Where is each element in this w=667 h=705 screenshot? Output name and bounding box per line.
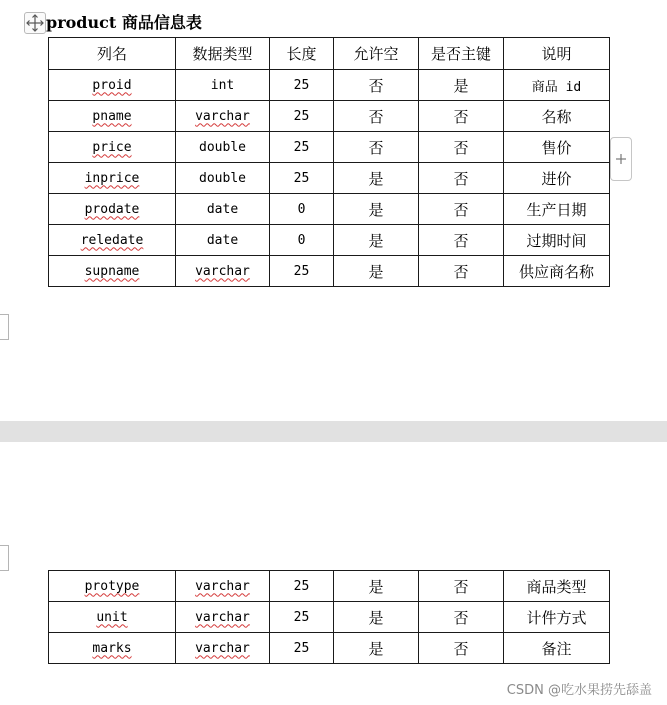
cell-text: prodate <box>84 201 140 217</box>
cell-text: 否 <box>368 107 384 126</box>
cell-text: 否 <box>453 200 469 219</box>
table-row <box>49 602 610 633</box>
cell-text: 否 <box>453 577 469 596</box>
cell-text: pname <box>92 108 132 124</box>
cell-text: 否 <box>453 107 469 126</box>
move-arrows-icon <box>25 13 45 33</box>
data-type-cell <box>176 132 270 163</box>
description-cell <box>504 70 610 101</box>
header-col-name-cell <box>49 38 176 70</box>
cell-text: 25 <box>293 170 310 186</box>
cell-text: 进价 <box>541 169 572 188</box>
nullable-cell <box>334 633 419 664</box>
primary-key-cell <box>419 70 504 101</box>
data-type-cell <box>176 633 270 664</box>
primary-key-cell <box>419 225 504 256</box>
data-type-cell <box>176 163 270 194</box>
col-name-cell <box>49 571 176 602</box>
data-type-cell <box>176 194 270 225</box>
primary-key-cell <box>419 194 504 225</box>
col-name-cell <box>49 132 176 163</box>
cell-text: 否 <box>453 608 469 627</box>
table-row <box>49 70 610 101</box>
col-name-cell <box>49 633 176 664</box>
cell-text: 否 <box>368 76 384 95</box>
header-description-cell <box>504 38 610 70</box>
primary-key-cell <box>419 163 504 194</box>
cell-text: 25 <box>293 640 310 656</box>
cell-text: 商品类型 <box>526 577 587 596</box>
cell-text: price <box>92 139 132 155</box>
cell-text: 0 <box>297 201 306 217</box>
cell-text: 数据类型 <box>192 45 253 63</box>
table-row <box>49 163 610 194</box>
col-name-cell <box>49 256 176 287</box>
description-cell <box>504 101 610 132</box>
cell-text: 长度 <box>286 45 317 63</box>
table-row <box>49 194 610 225</box>
cell-text: 名称 <box>541 107 572 126</box>
cell-text: 售价 <box>541 138 572 157</box>
cell-text: 否 <box>453 138 469 157</box>
cell-text: supname <box>84 263 140 279</box>
cell-text: 是 <box>368 608 384 627</box>
cell-text: reledate <box>80 232 144 248</box>
product-table <box>48 37 610 287</box>
cell-text: 25 <box>293 77 310 93</box>
cell-text: inprice <box>84 170 140 186</box>
header-data-type-cell <box>176 38 270 70</box>
primary-key-cell <box>419 633 504 664</box>
primary-key-cell <box>419 256 504 287</box>
length-cell <box>270 132 334 163</box>
col-name-cell <box>49 602 176 633</box>
description-cell <box>504 225 610 256</box>
length-cell <box>270 163 334 194</box>
table-row <box>49 225 610 256</box>
header-primary-key-cell <box>419 38 504 70</box>
cell-text: 否 <box>453 231 469 250</box>
length-cell <box>270 571 334 602</box>
length-cell <box>270 633 334 664</box>
length-cell <box>270 225 334 256</box>
header-length-cell <box>270 38 334 70</box>
nullable-cell <box>334 163 419 194</box>
cell-text: 是 <box>368 639 384 658</box>
cell-text: date <box>206 232 239 248</box>
description-cell <box>504 163 610 194</box>
table-row <box>49 132 610 163</box>
cell-text: 否 <box>453 639 469 658</box>
product-table-continued <box>48 570 610 664</box>
header-nullable-cell <box>334 38 419 70</box>
cell-text: 是 <box>368 169 384 188</box>
cell-text: 25 <box>293 263 310 279</box>
nullable-cell <box>334 101 419 132</box>
primary-key-cell <box>419 101 504 132</box>
cell-text: varchar <box>195 609 250 625</box>
cell-text: 25 <box>293 108 310 124</box>
col-name-cell <box>49 101 176 132</box>
length-cell <box>270 101 334 132</box>
nullable-cell <box>334 194 419 225</box>
document-title: product 商品信息表 <box>46 13 202 32</box>
cell-text: varchar <box>195 640 250 656</box>
primary-key-cell <box>419 602 504 633</box>
cell-text: 计件方式 <box>526 608 587 627</box>
data-type-cell <box>176 256 270 287</box>
nullable-cell <box>334 132 419 163</box>
nullable-cell <box>334 70 419 101</box>
cell-text: 25 <box>293 609 310 625</box>
length-cell <box>270 602 334 633</box>
cell-text: 否 <box>368 138 384 157</box>
description-cell <box>504 602 610 633</box>
add-column-handle[interactable] <box>610 137 632 181</box>
table-row <box>49 633 610 664</box>
table-row <box>49 571 610 602</box>
data-type-cell <box>176 602 270 633</box>
header-row <box>49 38 610 70</box>
cell-text: varchar <box>195 263 250 279</box>
cell-text: 是 <box>368 231 384 250</box>
cell-text: 0 <box>297 232 306 248</box>
cell-text: 商品 id <box>531 79 582 95</box>
nullable-cell <box>334 602 419 633</box>
cell-text: 否 <box>453 169 469 188</box>
cell-text: unit <box>96 609 128 625</box>
cell-text: 允许空 <box>353 45 399 63</box>
plus-icon <box>611 138 631 180</box>
cell-text: 是否主键 <box>430 45 491 63</box>
data-type-cell <box>176 101 270 132</box>
cell-text: 过期时间 <box>526 231 587 250</box>
length-cell <box>270 256 334 287</box>
col-name-cell <box>49 163 176 194</box>
cell-text: varchar <box>195 108 250 124</box>
col-name-cell <box>49 70 176 101</box>
cell-text: 是 <box>453 76 469 95</box>
nullable-cell <box>334 225 419 256</box>
cell-text: varchar <box>195 578 250 594</box>
description-cell <box>504 256 610 287</box>
cell-text: 25 <box>293 139 310 155</box>
col-name-cell <box>49 225 176 256</box>
data-type-cell <box>176 225 270 256</box>
cell-text: 是 <box>368 200 384 219</box>
cell-text: 生产日期 <box>526 200 587 219</box>
table-row <box>49 256 610 287</box>
table-move-handle[interactable] <box>24 12 46 34</box>
cell-text: protype <box>84 578 140 594</box>
primary-key-cell <box>419 571 504 602</box>
cell-text: proid <box>92 77 132 93</box>
cell-text: double <box>199 139 246 155</box>
length-cell <box>270 70 334 101</box>
cell-text: 是 <box>368 577 384 596</box>
cell-text: 列名 <box>96 45 127 63</box>
data-type-cell <box>176 571 270 602</box>
table-row <box>49 101 610 132</box>
length-cell <box>270 194 334 225</box>
page-break-gap <box>0 421 667 442</box>
cell-text: double <box>199 170 246 186</box>
page-margin-marker <box>0 545 9 571</box>
description-cell <box>504 194 610 225</box>
cell-text: date <box>206 201 239 217</box>
nullable-cell <box>334 256 419 287</box>
description-cell <box>504 132 610 163</box>
cell-text: 备注 <box>541 639 572 658</box>
cell-text: 说明 <box>541 45 572 63</box>
nullable-cell <box>334 571 419 602</box>
cell-text: marks <box>92 640 132 656</box>
data-type-cell <box>176 70 270 101</box>
description-cell <box>504 571 610 602</box>
cell-text: 是 <box>368 262 384 281</box>
cell-text: 否 <box>453 262 469 281</box>
description-cell <box>504 633 610 664</box>
cell-text: 供应商名称 <box>518 262 594 281</box>
page-margin-marker <box>0 314 9 340</box>
cell-text: int <box>210 77 235 93</box>
primary-key-cell <box>419 132 504 163</box>
csdn-watermark: CSDN @吃水果捞先舔盖 <box>506 683 652 698</box>
cell-text: 25 <box>293 578 310 594</box>
col-name-cell <box>49 194 176 225</box>
